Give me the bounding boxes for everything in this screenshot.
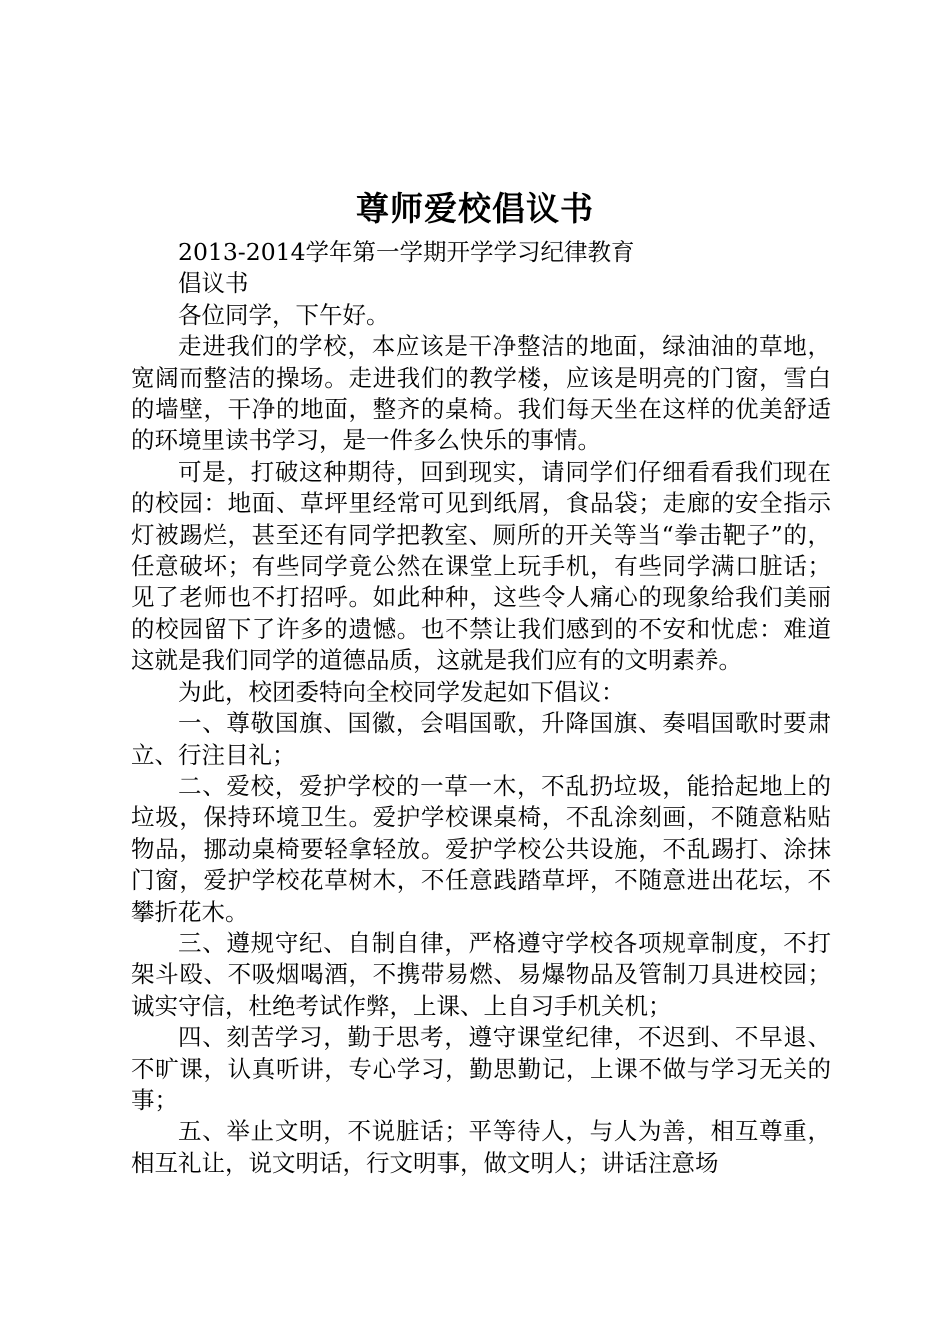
proposal-item: 五、举止文明，不说脏话；平等待人，与人为善，相互尊重，相互礼让，说文明话，行文明事，做文明人；讲话注意场 [131,1117,831,1177]
greeting-paragraph: 各位同学，下午好。 [178,300,390,329]
body-paragraph: 走进我们的学校，本应该是干净整洁的地面，绿油油的草地，宽阔而整洁的操场。走进我们的教学楼，应该是明亮的门窗，雪白的墙壁，干净的地面，整齐的桌椅。我们每天坐在这样的优美舒适的环境里读书学习，是一件多么快乐的事情。 [131,332,831,455]
subtitle-line-2: 倡议书 [178,269,249,298]
proposal-item: 二、爱校，爱护学校的一草一木，不乱扔垃圾，能拾起地上的垃圾，保持环境卫生。爱护学校课桌椅，不乱涂刻画，不随意粘贴物品，挪动桌椅要轻拿轻放。爱护学校公共设施，不乱踢打、涂抹门窗，爱护学校花草树木，不任意践踏草坪，不随意进出花坛，不攀折花木。 [131,771,831,926]
document-title: 尊师爱校倡议书 [356,189,594,228]
document-body [131,237,831,1179]
body-paragraph: 为此，校团委特向全校同学发起如下倡议： [178,677,625,706]
proposal-item: 一、尊敬国旗、国徽，会唱国歌，升降国旗、奏唱国歌时要肃立、行注目礼； [131,709,831,769]
subtitle-line: 2013-2014学年第一学期开学学习纪律教育 [178,238,635,266]
body-paragraph: 可是，打破这种期待，回到现实，请同学们仔细看看我们现在的校园：地面、草坪里经常可见到纸屑，食品袋；走廊的安全指示灯被踢烂，甚至还有同学把教室、厕所的开关等当“拳击靶子”的，任意破坏；有些同学竟公然在课堂上玩手机，有些同学满口脏话；见了老师也不打招呼。如此种种，这些令人痛心的现象给我们美丽的校园留下了许多的遗憾。也不禁让我们感到的不安和忧虑：难道这就是我们同学的道德品质，这就是我们应有的文明素养。 [131,457,831,675]
proposal-item: 四、刻苦学习，勤于思考，遵守课堂纪律，不迟到、不早退、不旷课，认真听讲，专心学习，勤思勤记，上课不做与学习无关的事； [131,1023,831,1114]
proposal-item: 三、遵规守纪、自制自律，严格遵守学校各项规章制度，不打架斗殴、不吸烟喝酒，不携带易燃、易爆物品及管制刀具进校园；诚实守信，杜绝考试作弊，上课、上自习手机关机； [131,928,831,1020]
